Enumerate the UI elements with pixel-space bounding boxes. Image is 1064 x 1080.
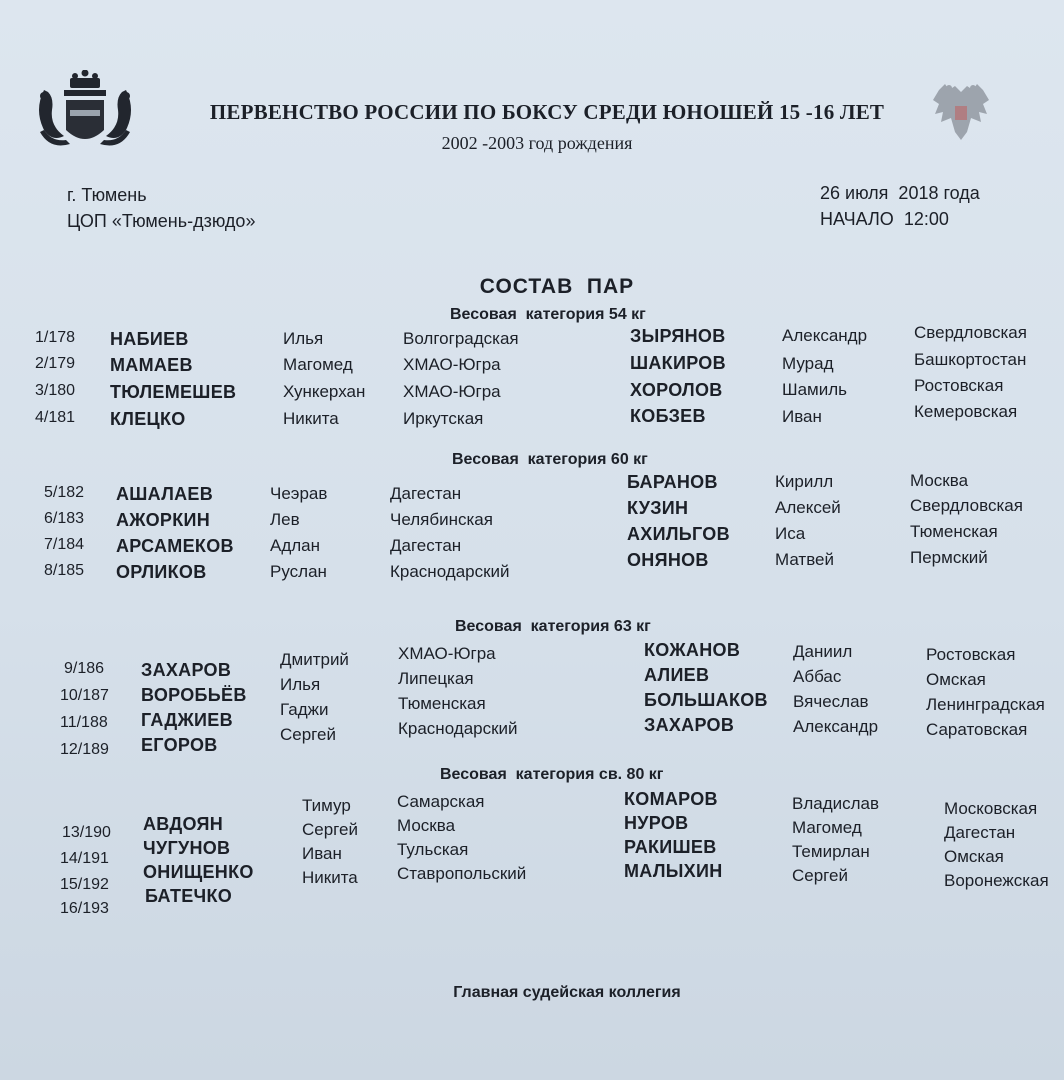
pair-number: 4/181 <box>35 409 76 426</box>
weight-category-label: Весовая категория 54 кг <box>450 306 646 323</box>
blue-corner-region: Москва <box>910 471 969 490</box>
pair-row <box>0 640 1064 686</box>
blue-corner-name: Кирилл <box>775 472 834 491</box>
blue-corner-name: Вячеслав <box>793 692 869 711</box>
weight-category-label: Весовая категория св. 80 кг <box>440 766 664 783</box>
blue-corner-surname: КОЖАНОВ <box>644 640 741 660</box>
blue-corner-region: Ленинградская <box>926 695 1045 714</box>
blue-corner-surname: ХОРОЛОВ <box>630 380 723 400</box>
document-title: ПЕРВЕНСТВО РОССИИ ПО БОКСУ СРЕДИ ЮНОШЕЙ 15 -16 ЛЕТ <box>209 100 885 124</box>
blue-corner-surname: ЗЫРЯНОВ <box>630 326 726 346</box>
red-corner-surname: БАТЕЧКО <box>145 886 233 906</box>
red-corner-region: Краснодарский <box>398 719 518 738</box>
blue-corner-surname: РАКИШЕВ <box>624 837 717 857</box>
pair-number: 13/190 <box>62 824 111 841</box>
red-corner-surname: ЕГОРОВ <box>141 735 218 755</box>
pair-number: 1/178 <box>35 329 76 346</box>
weight-category-label: Весовая категория 63 кг <box>455 618 651 635</box>
red-corner-surname: ГАДЖИЕВ <box>141 710 233 730</box>
pair-row <box>0 402 1064 435</box>
blue-corner-region: Дагестан <box>944 823 1016 842</box>
blue-corner-surname: КУЗИН <box>627 498 689 518</box>
red-corner-surname: ТЮЛЕМЕШЕВ <box>110 382 237 402</box>
red-corner-name: Адлан <box>270 536 321 555</box>
red-corner-name: Чеэрав <box>270 484 328 503</box>
red-corner-surname: КЛЕЦКО <box>110 409 186 429</box>
red-corner-region: Краснодарский <box>390 562 510 581</box>
pair-number: 9/186 <box>64 660 105 677</box>
blue-corner-name: Шамиль <box>782 380 847 399</box>
pair-number: 3/180 <box>35 382 76 399</box>
blue-corner-region: Московская <box>944 799 1038 818</box>
red-corner-name: Руслан <box>270 562 327 581</box>
blue-corner-name: Аббас <box>793 667 842 686</box>
pair-number: 7/184 <box>44 536 85 553</box>
red-corner-name: Тимур <box>302 796 351 815</box>
red-corner-name: Гаджи <box>280 700 329 719</box>
blue-corner-name: Алексей <box>775 498 841 517</box>
document-subtitle: 2002 -2003 год рождения <box>441 133 633 153</box>
pair-number: 15/192 <box>60 876 109 893</box>
red-corner-region: Челябинская <box>390 510 493 529</box>
red-corner-surname: АРСАМЕКОВ <box>116 536 234 556</box>
red-corner-surname: ЗАХАРОВ <box>141 660 232 680</box>
blue-corner-name: Иса <box>775 524 806 543</box>
red-corner-region: Тюменская <box>398 694 486 713</box>
red-corner-region: ХМАО-Югра <box>398 644 496 663</box>
red-corner-region: Дагестан <box>390 484 462 503</box>
venue-label: ЦОП «Тюмень-дзюдо» <box>67 211 256 231</box>
pair-number: 12/189 <box>60 741 109 758</box>
pair-number: 14/191 <box>60 850 109 867</box>
red-corner-name: Илья <box>283 329 324 348</box>
red-corner-region: Самарская <box>397 792 485 811</box>
pair-number: 10/187 <box>60 687 109 704</box>
red-corner-surname: ОНИЩЕНКО <box>143 862 254 882</box>
red-corner-surname: МАМАЕВ <box>110 355 193 375</box>
city-label: г. Тюмень <box>67 185 147 205</box>
blue-corner-name: Даниил <box>793 642 853 661</box>
red-corner-region: Москва <box>397 816 456 835</box>
pairs-heading: СОСТАВ ПАР <box>479 275 635 298</box>
blue-corner-surname: КОБЗЕВ <box>630 406 706 426</box>
date-info <box>820 180 980 232</box>
blue-corner-surname: ОНЯНОВ <box>627 550 709 570</box>
red-corner-region: Иркутская <box>403 409 484 428</box>
pair-row <box>0 522 1064 562</box>
red-corner-name: Никита <box>283 409 339 428</box>
red-corner-name: Никита <box>302 868 358 887</box>
blue-corner-surname: АЛИЕВ <box>644 665 710 685</box>
pair-row <box>0 471 1064 510</box>
blue-corner-name: Мурад <box>782 354 834 373</box>
blue-corner-name: Темирлан <box>792 842 870 861</box>
venue-info <box>67 182 255 234</box>
red-corner-region: ХМАО-Югра <box>403 355 501 374</box>
red-corner-region: Дагестан <box>390 536 462 555</box>
blue-corner-region: Саратовская <box>926 720 1028 739</box>
red-corner-name: Сергей <box>280 725 336 744</box>
red-corner-region: Тульская <box>397 840 469 859</box>
red-corner-name: Иван <box>302 844 342 863</box>
blue-corner-region: Кемеровская <box>914 402 1018 421</box>
blue-corner-surname: НУРОВ <box>624 813 689 833</box>
red-corner-surname: ВОРОБЬЁВ <box>141 685 247 705</box>
blue-corner-name: Сергей <box>792 866 848 885</box>
pair-number: 16/193 <box>60 900 109 917</box>
blue-corner-region: Башкортостан <box>914 350 1027 369</box>
red-corner-surname: ЧУГУНОВ <box>143 838 231 858</box>
pair-row <box>0 376 1064 408</box>
blue-corner-region: Ростовская <box>926 645 1016 664</box>
blue-corner-region: Свердловская <box>914 323 1027 342</box>
blue-corner-name: Матвей <box>775 550 835 569</box>
red-corner-name: Дмитрий <box>280 650 349 669</box>
red-corner-name: Хункерхан <box>283 382 366 401</box>
red-corner-surname: АЖОРКИН <box>116 510 211 530</box>
pair-number: 8/185 <box>44 562 85 579</box>
pair-row <box>0 789 1064 841</box>
red-corner-name: Лев <box>270 510 300 529</box>
blue-corner-surname: ЗАХАРОВ <box>644 715 735 735</box>
start-time-label: НАЧАЛО 12:00 <box>820 209 949 229</box>
red-corner-region: Ставропольский <box>397 864 527 883</box>
red-corner-region: Волгоградская <box>403 329 519 348</box>
pair-row <box>0 323 1064 355</box>
red-corner-surname: АВДОЯН <box>143 814 224 834</box>
pair-number: 2/179 <box>35 355 76 372</box>
blue-corner-surname: АХИЛЬГОВ <box>627 524 730 544</box>
blue-corner-region: Пермский <box>910 548 988 567</box>
blue-corner-surname: БАРАНОВ <box>627 472 718 492</box>
blue-corner-region: Омская <box>926 670 986 689</box>
pair-number: 11/188 <box>60 714 108 731</box>
red-corner-surname: ОРЛИКОВ <box>116 562 207 582</box>
blue-corner-name: Александр <box>782 326 868 345</box>
judges-panel-label: Главная судейская коллегия <box>453 984 681 1001</box>
blue-corner-region: Воронежская <box>944 871 1049 890</box>
red-corner-region: Липецкая <box>398 669 474 688</box>
red-corner-name: Сергей <box>302 820 358 839</box>
pair-row <box>0 496 1064 536</box>
red-corner-region: ХМАО-Югра <box>403 382 501 401</box>
date-label: 26 июля 2018 года <box>820 183 980 203</box>
blue-corner-region: Свердловская <box>910 496 1023 515</box>
red-corner-name: Илья <box>280 675 321 694</box>
blue-corner-region: Омская <box>944 847 1004 866</box>
pair-number: 5/182 <box>44 484 85 501</box>
red-corner-surname: АШАЛАЕВ <box>116 484 214 504</box>
pair-number: 6/183 <box>44 510 85 527</box>
blue-corner-surname: ШАКИРОВ <box>630 353 726 373</box>
blue-corner-region: Тюменская <box>910 522 998 541</box>
blue-corner-surname: БОЛЬШАКОВ <box>644 690 768 710</box>
pair-row <box>0 548 1064 588</box>
red-corner-name: Магомед <box>283 355 353 374</box>
blue-corner-name: Александр <box>793 717 879 736</box>
pair-row <box>0 350 1064 381</box>
blue-corner-name: Владислав <box>792 794 880 813</box>
blue-corner-name: Магомед <box>792 818 862 837</box>
red-corner-surname: НАБИЕВ <box>110 329 189 349</box>
blue-corner-name: Иван <box>782 407 822 426</box>
blue-corner-surname: КОМАРОВ <box>624 789 718 809</box>
weight-category-label: Весовая категория 60 кг <box>452 451 648 468</box>
blue-corner-surname: МАЛЫХИН <box>624 861 723 881</box>
blue-corner-region: Ростовская <box>914 376 1004 395</box>
